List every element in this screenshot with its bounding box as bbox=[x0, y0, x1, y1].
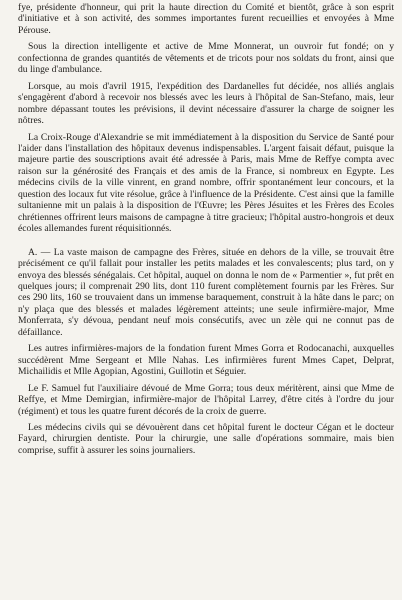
paragraph-croix-rouge: La Croix-Rouge d'Alexandrie se mit immédiatement à la disposition du Service de Santé pour l'aider dans l'installation des hôpitaux devenus indispensables. L'argent faisait défaut, puisque la majeure partie des souscriptions avait été adressée à Paris, mais Mme de Reffye compta avec raison sur la générosité des Français et des amis de la France, si nombreux en Egypte. Les médecins civils de la ville vinrent, en grand nombre, offrir spontanément leur concours, et la question des locaux fut vite résolue, grâce à l'influence de la Présidente. C'est ainsi que la famille sultanienne mit un palais à la disposition de l'Œuvre; les Pères Jésuites et les Frères des Ecoles chrétiennes offrirent leurs maisons de campagne à titre gracieux; l'hôpital austro-hongrois et deux écoles allemandes furent réquisitionnés. bbox=[18, 131, 394, 235]
paragraph-section-a: A. — La vaste maison de campagne des Frères, située en dehors de la ville, se trouvait être précisément ce qu'il fallait pour installer les petits malades et les convalescents; plus tard, on y envoya des blessés sénégalais. Cet hôpital, auquel on donna le nom de « Parmentier », fut prêt en quelques jours; il comprenait 290 lits, dont 110 furent complètement fournis par les Frères. Sur ces 290 lits, 160 se trouvaient dans un immense baraquement, construit à la hâte dans le parc; on n'y plaça que des blessés et malades légèrement atteints; une seule infirmière-major, Mme Monferrata, s'y dévoua, pendant neuf mois consécutifs, avec un zèle qui ne connut pas de défaillance. bbox=[18, 246, 394, 338]
paragraph-samuel: Le F. Samuel fut l'auxiliaire dévoué de Mme Gorra; tous deux méritèrent, ainsi que Mme de Reffye, et Mme Demirgian, infirmière-major de l'hôpital Larrey, d'être cités à l'ordre du jour (régiment) et tous les quatre furent décorés de la croix de guerre. bbox=[18, 382, 394, 417]
paragraph-ouvroir: Sous la direction intelligente et active de Mme Monnerat, un ouvroir fut fondé; on y confectionna de grandes quantités de vêtements et de tricots pour nos soldats du front, ainsi que du linge d'ambulance. bbox=[18, 41, 394, 76]
paragraph-infirmieres: Les autres infirmières-majors de la fondation furent Mmes Gorra et Rodocanachi, auxquelles succédèrent Mme Sergeant et Mlle Nahas. Les infirmières furent Mmes Capet, Delprat, Michailidis et Mlle Agopian, Agostini, Guillotin et Séguier. bbox=[18, 343, 394, 378]
paragraph-medecins: Les médecins civils qui se dévouèrent dans cet hôpital furent le docteur Cégan et le docteur Fayard, chirurgien dentiste. Pour la chirurgie, une salle d'opérations sommaire, mais bien comprise, suffit à assurer les soins journaliers. bbox=[18, 421, 394, 456]
paragraph-intro: fye, présidente d'honneur, qui prit la haute direction du Comité et bientôt, grâce à son esprit d'initiative et à son activité, des sommes importantes furent recueillies et envoyées à Mme Pérouse. bbox=[18, 2, 394, 36]
section-gap bbox=[18, 240, 394, 247]
paragraph-dardanelles: Lorsque, au mois d'avril 1915, l'expédition des Dardanelles fut décidée, nos alliés anglais s'engagèrent d'abord à recevoir nos blessés avec les leurs à l'hôpital de San-Stefano, mais, leur nombre dépassant toutes les prévisions, il devint nécessaire d'assurer la charge de soigner les nôtres. bbox=[18, 80, 394, 127]
